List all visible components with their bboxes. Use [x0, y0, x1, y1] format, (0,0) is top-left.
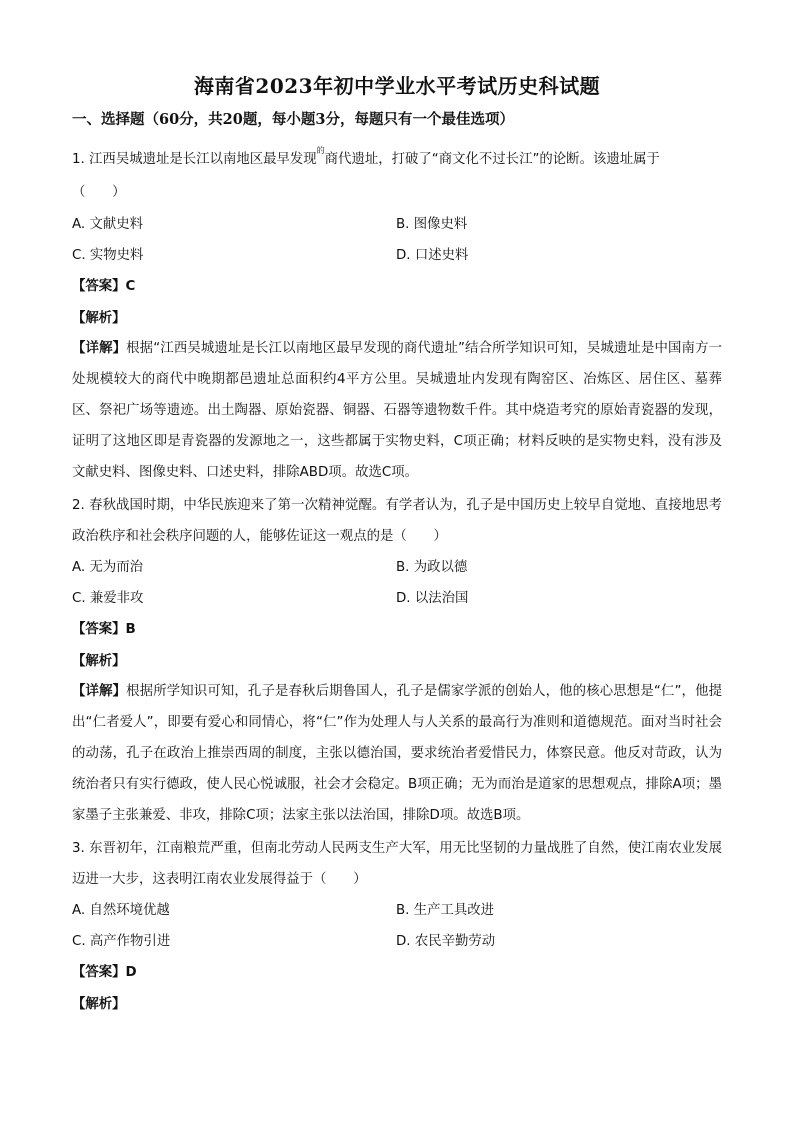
question-1-stem	[72, 145, 660, 167]
question-1-option-b: B. 图像史料	[396, 217, 468, 232]
question-3-option-d: D. 农民辛勤劳动	[396, 934, 496, 949]
question-2-answer: 【答案】B	[72, 622, 136, 637]
question-1-stem-line2: （ ）	[72, 185, 126, 200]
question-3-stem: 3. 东晋初年，江南粮荒严重，但南北劳动人民两支生产大军，用无比坚韧的力量战胜了自然，使江南农业发展迈进一大步，这表明江南农业发展得益于（ ）	[72, 841, 722, 887]
question-2-detail-label: 【详解】	[72, 684, 127, 699]
question-3-analysis-label: 【解析】	[72, 997, 126, 1012]
question-1-option-c: C. 实物史料	[72, 248, 144, 263]
question-2-option-c: C. 兼爱非攻	[72, 591, 144, 606]
question-1-option-a: A. 文献史料	[72, 217, 143, 232]
question-1-stem-part2: 商代遗址，打破了“商文化不过长江”的论断。该遗址属于	[324, 152, 660, 167]
question-1-stem-part1: 1. 江西吴城遗址是长江以南地区最早发现	[72, 152, 317, 167]
section-heading: 一、选择题（60分，共20题，每小题3分，每题只有一个最佳选项）	[72, 111, 514, 128]
question-2-detail-text: 根据所学知识可知，孔子是春秋后期鲁国人，孔子是儒家学派的创始人，他的核心思想是“仁”，他提出“仁者爱人”，即要有爱心和同情心，将“仁”作为处理人与人关系的最高行为准则和道德规范。面对当时社会的动荡，孔子在政治上推崇西周的制度，主张以德治国，要求统治者爱惜民力，体察民意。他反对苛政，认为统治者只有实行德政，使人民心悦诚服，社会才会稳定。B项正确；无为而治是道家的思想观点，排除A项；墨家墨子主张兼爱、非攻，排除C项；法家主张以法治国，排除D项。故选B项。	[72, 684, 723, 823]
question-2-option-b: B. 为政以德	[396, 560, 468, 575]
question-1-detail	[72, 333, 722, 488]
question-3-option-a: A. 自然环境优越	[72, 903, 170, 918]
question-2-option-d: D. 以法治国	[396, 591, 469, 606]
question-3-option-c: C. 高产作物引进	[72, 934, 171, 949]
question-1-analysis-label: 【解析】	[72, 311, 126, 326]
question-2-detail	[72, 676, 722, 831]
page-title: 海南省2023年初中学业水平考试历史科试题	[193, 74, 601, 98]
question-3-answer: 【答案】D	[72, 965, 137, 980]
question-1-answer: 【答案】C	[72, 279, 136, 294]
question-1-detail-text: 根据“江西吴城遗址是长江以南地区最早发现的商代遗址”结合所学知识可知，吴城遗址是中国南方一处规模较大的商代中晚期都邑遗址总面积约4平方公里。吴城遗址内发现有陶窑区、冶炼区、居住区、墓葬区、祭祀广场等遗迹。出土陶器、原始瓷器、铜器、石器等遗物数千件。其中烧造考究的原始青瓷器的发现，证明了这地区即是青瓷器的发源地之一，这些都属于实物史料，C项正确；材料反映的是实物史料，没有涉及文献史料、图像史料、口述史料，排除ABD项。故选C项。	[72, 341, 723, 480]
question-2-option-a: A. 无为而治	[72, 560, 143, 575]
question-2-analysis-label: 【解析】	[72, 654, 126, 669]
question-1-stem-sup: 的	[316, 145, 325, 155]
question-1-option-d: D. 口述史料	[396, 248, 469, 263]
question-3-option-b: B. 生产工具改进	[396, 903, 495, 918]
question-1-detail-label: 【详解】	[72, 341, 127, 356]
question-2-stem: 2. 春秋战国时期，中华民族迎来了第一次精神觉醒。有学者认为，孔子是中国历史上较早自觉地、直接地思考政治秩序和社会秩序问题的人，能够佐证这一观点的是（ ）	[72, 498, 722, 544]
